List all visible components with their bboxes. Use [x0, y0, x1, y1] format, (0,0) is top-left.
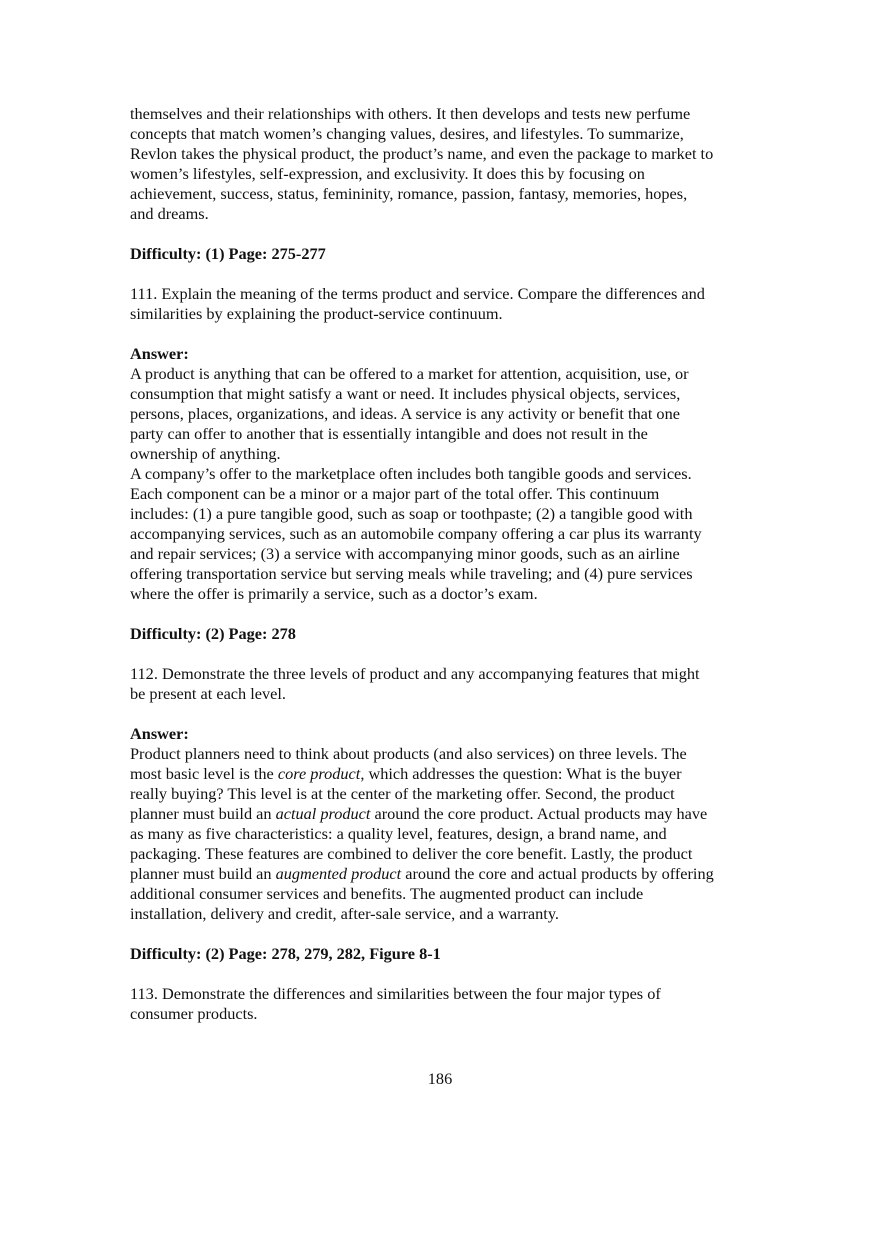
answer-line: offering transportation service but serving meals while traveling; and (4) pure services — [130, 564, 693, 583]
difficulty-line: Difficulty: (1) Page: 275-277 — [130, 244, 326, 263]
answer-112 — [130, 724, 760, 924]
answer-line: additional consumer services and benefits. The augmented product can include — [130, 884, 644, 903]
answer-line — [130, 764, 760, 784]
text-run: planner must build an — [130, 864, 276, 883]
answer-line: and repair services; (3) a service with accompanying minor goods, such as an airline — [130, 544, 680, 563]
answer-line: A product is anything that can be offered to a market for attention, acquisition, use, or — [130, 364, 689, 383]
answer-line: ownership of anything. — [130, 444, 281, 463]
answer-line: party can offer to another that is essentially intangible and does not result in the — [130, 424, 648, 443]
answer-line: installation, delivery and credit, after-sale service, and a warranty. — [130, 904, 559, 923]
answer-line: Product planners need to think about products (and also services) on three levels. The — [130, 744, 687, 763]
text-line: women’s lifestyles, self-expression, and exclusivity. It does this by focusing on — [130, 164, 645, 183]
text-run: around the core and actual products by offering — [401, 864, 714, 883]
question-line: be present at each level. — [130, 684, 286, 703]
answer-line: as many as five characteristics: a quality level, features, design, a brand name, and — [130, 824, 667, 843]
text-run: planner must build an — [130, 804, 276, 823]
text-line: and dreams. — [130, 204, 209, 223]
answer-line: really buying? This level is at the center of the marketing offer. Second, the product — [130, 784, 675, 803]
question-112 — [130, 664, 760, 704]
answer-line: where the offer is primarily a service, such as a doctor’s exam. — [130, 584, 538, 603]
continuation-paragraph — [130, 104, 760, 224]
question-line: 112. Demonstrate the three levels of product and any accompanying features that might — [130, 664, 700, 683]
answer-line — [130, 804, 760, 824]
answer-111 — [130, 344, 760, 604]
answer-line: accompanying services, such as an automobile company offering a car plus its warranty — [130, 524, 702, 543]
answer-line: includes: (1) a pure tangible good, such as soap or toothpaste; (2) a tangible good with — [130, 504, 693, 523]
text-run: around the core product. Actual products may have — [370, 804, 708, 823]
text-line: achievement, success, status, femininity, romance, passion, fantasy, memories, hopes, — [130, 184, 688, 203]
answer-label: Answer: — [130, 724, 189, 743]
answer-label: Answer: — [130, 344, 189, 363]
emphasis-actual-product: actual product — [275, 804, 371, 823]
difficulty-line: Difficulty: (2) Page: 278, 279, 282, Figure 8-1 — [130, 944, 441, 963]
emphasis-augmented-product: augmented product — [275, 864, 402, 883]
text-run: , which addresses the question: What is the buyer — [360, 764, 682, 783]
text-line: concepts that match women’s changing values, desires, and lifestyles. To summarize, — [130, 124, 684, 143]
question-line: 113. Demonstrate the differences and similarities between the four major types of — [130, 984, 661, 1003]
answer-line — [130, 864, 760, 884]
text-run: most basic level is the — [130, 764, 278, 783]
question-111 — [130, 284, 760, 324]
text-line: Revlon takes the physical product, the product’s name, and even the package to market to — [130, 144, 714, 163]
answer-line: packaging. These features are combined to deliver the core benefit. Lastly, the product — [130, 844, 693, 863]
question-line: 111. Explain the meaning of the terms product and service. Compare the differences and — [130, 284, 705, 303]
answer-line: Each component can be a minor or a major part of the total offer. This continuum — [130, 484, 660, 503]
question-line: consumer products. — [130, 1004, 258, 1023]
text-line: themselves and their relationships with others. It then develops and tests new perfume — [130, 104, 691, 123]
document-page — [130, 104, 760, 1024]
answer-line: A company’s offer to the marketplace often includes both tangible goods and services. — [130, 464, 692, 483]
question-113 — [130, 984, 760, 1024]
page-number: 186 — [427, 1069, 453, 1088]
answer-line: persons, places, organizations, and ideas. A service is any activity or benefit that one — [130, 404, 680, 423]
difficulty-line: Difficulty: (2) Page: 278 — [130, 624, 296, 643]
answer-line: consumption that might satisfy a want or need. It includes physical objects, services, — [130, 384, 681, 403]
question-line: similarities by explaining the product-service continuum. — [130, 304, 503, 323]
emphasis-core-product: core product — [277, 764, 361, 783]
